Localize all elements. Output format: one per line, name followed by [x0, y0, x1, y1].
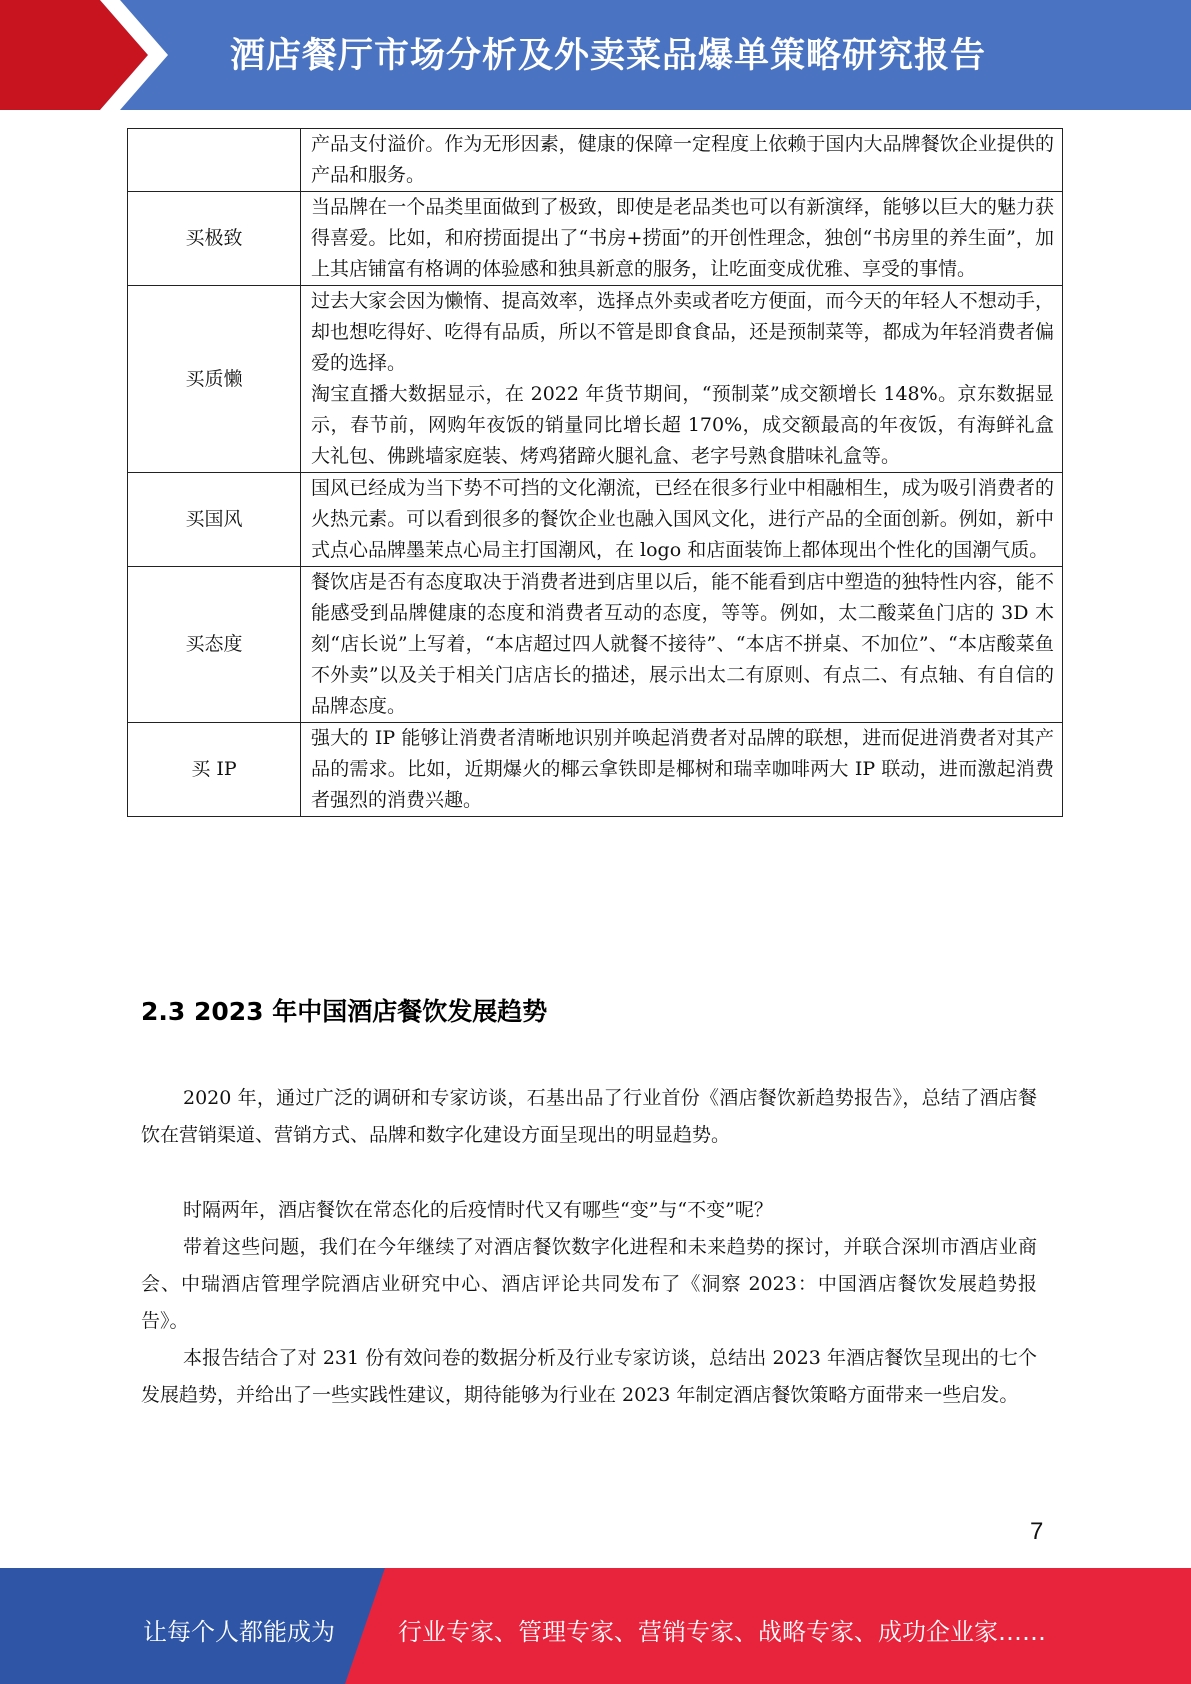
trend-category-cell [128, 129, 301, 192]
trend-category-cell: 买国风 [128, 473, 301, 567]
section-body-text [141, 1192, 1037, 1414]
trend-description-cell [301, 723, 1063, 817]
trend-category-cell: 买极致 [128, 192, 301, 286]
trend-description-paragraph: 国风已经成为当下势不可挡的文化潮流，已经在很多行业中相融相生，成为吸引消费者的火热元素。可以看到很多的餐饮企业也融入国风文化，进行产品的全面创新。例如，新中式点心品牌墨茉点心局主打国潮风，在 logo 和店面装饰上都体现出个性化的国潮气质。 [311, 477, 1054, 561]
trend-description-paragraph: 过去大家会因为懒惰、提高效率，选择点外卖或者吃方便面，而今天的年轻人不想动手，却也想吃得好、吃得有品质，所以不管是即食食品，还是预制菜等，都成为年轻消费者偏爱的选择。 [311, 290, 1054, 374]
trend-category-cell: 买质懒 [128, 286, 301, 473]
table-row [128, 129, 1063, 192]
trend-category-cell: 买 IP [128, 723, 301, 817]
consumer-trends-table [127, 128, 1063, 817]
trend-description-paragraph: 餐饮店是否有态度取决于消费者进到店里以后，能不能看到店中塑造的独特性内容，能不能感受到品牌健康的态度和消费者互动的态度，等等。例如，太二酸菜鱼门店的 3D 木刻“店长说”上写着，“本店超过四人就餐不接待”、“本店不拼桌、不加位”、“本店酸菜鱼不外卖”以及关于相关门店店长的描述，展示出太二有原则、有点二、有点轴、有自信的品牌态度。 [311, 571, 1054, 717]
trend-category-cell: 买态度 [128, 567, 301, 723]
trend-description-cell [301, 567, 1063, 723]
footer-slogan-left: 让每个人都能成为 [143, 1618, 335, 1646]
table-row [128, 723, 1063, 817]
trend-description-paragraph: 强大的 IP 能够让消费者清晰地识别并唤起消费者对品牌的联想，进而促进消费者对其产品的需求。比如，近期爆火的椰云拿铁即是椰树和瑞幸咖啡两大 IP 联动，进而激起消费者强烈的消费兴趣。 [311, 727, 1054, 811]
trend-description-cell [301, 286, 1063, 473]
table-row [128, 286, 1063, 473]
table-row [128, 192, 1063, 286]
body-paragraph: 2020 年，通过广泛的调研和专家访谈，石基出品了行业首份《酒店餐饮新趋势报告》，总结了酒店餐饮在营销渠道、营销方式、品牌和数字化建设方面呈现出的明显趋势。 [141, 1087, 1037, 1146]
body-paragraph: 时隔两年，酒店餐饮在常态化的后疫情时代又有哪些“变”与“不变”呢？ [183, 1199, 773, 1221]
body-paragraph: 本报告结合了对 231 份有效问卷的数据分析及行业专家访谈，总结出 2023 年酒店餐饮呈现出的七个发展趋势，并给出了一些实践性建议，期待能够为行业在 2023 年制定酒店餐饮策略方面带来一些启发。 [141, 1347, 1037, 1406]
section-intro-text [141, 1080, 1037, 1154]
table-row [128, 567, 1063, 723]
header-title: 酒店餐厅市场分析及外卖菜品爆单策略研究报告 [230, 36, 987, 76]
section-heading: 2.3 2023 年中国酒店餐饮发展趋势 [141, 997, 548, 1026]
page-number: 7 [1030, 1518, 1044, 1545]
trend-description-cell [301, 473, 1063, 567]
table-row [128, 473, 1063, 567]
trend-description-paragraph: 产品支付溢价。作为无形因素，健康的保障一定程度上依赖于国内大品牌餐饮企业提供的产品和服务。 [311, 133, 1054, 186]
body-paragraph: 带着这些问题，我们在今年继续了对酒店餐饮数字化进程和未来趋势的探讨，并联合深圳市酒店业商会、中瑞酒店管理学院酒店业研究中心、酒店评论共同发布了《洞察 2023：中国酒店餐饮发展趋势报告》。 [141, 1236, 1037, 1332]
trend-description-paragraph: 淘宝直播大数据显示，在 2022 年货节期间，“预制菜”成交额增长 148%。京东数据显示，春节前，网购年夜饭的销量同比增长超 170%，成交额最高的年夜饭，有海鲜礼盒大礼包、佛跳墙家庭装、烤鸡猪蹄火腿礼盒、老字号熟食腊味礼盒等。 [311, 383, 1054, 467]
trend-description-cell [301, 129, 1063, 192]
trend-description-cell [301, 192, 1063, 286]
page-footer [0, 1568, 1191, 1684]
page-header [0, 0, 1191, 110]
trend-description-paragraph: 当品牌在一个品类里面做到了极致，即使是老品类也可以有新演绎，能够以巨大的魅力获得喜爱。比如，和府捞面提出了“书房+捞面”的开创性理念，独创“书房里的养生面”，加上其店铺富有格调的体验感和独具新意的服务，让吃面变成优雅、享受的事情。 [311, 196, 1054, 280]
footer-slogan-right: 行业专家、管理专家、营销专家、战略专家、成功企业家…… [398, 1618, 1046, 1646]
